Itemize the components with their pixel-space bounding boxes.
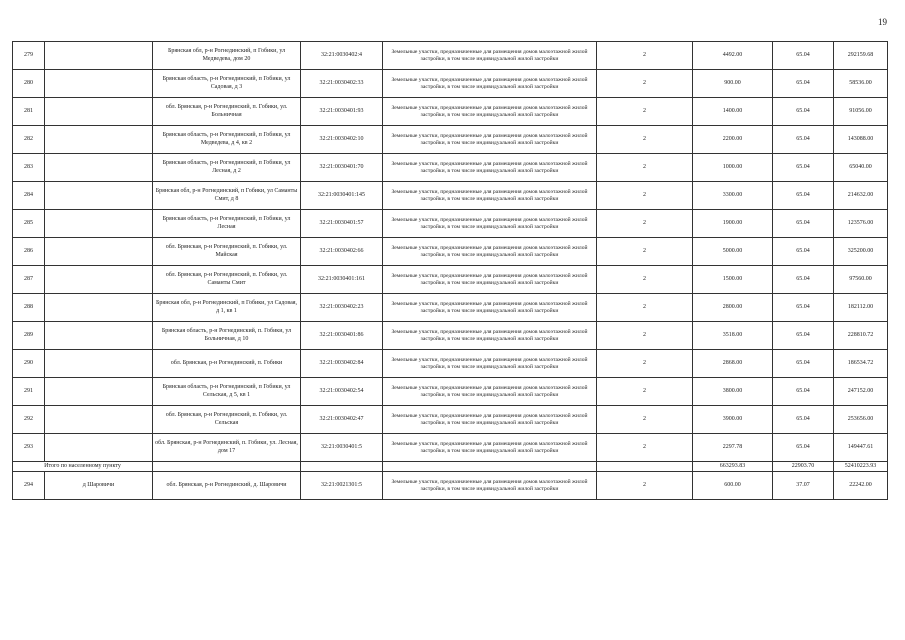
row-code: 2: [597, 266, 693, 294]
row-rate: 65.04: [773, 434, 834, 462]
row-area: 2868.00: [693, 350, 773, 378]
table-row: [13, 182, 888, 210]
row-land-use: Земельные участки, предназначенные для размещения домов малоэтажной жилой застройки, в том числе индивидуальной жилой застройки: [383, 42, 597, 70]
row-rate: 65.04: [773, 350, 834, 378]
row-empty-cell: [45, 126, 153, 154]
row-area: 900.00: [693, 70, 773, 98]
row-code: 2: [597, 472, 693, 500]
row-empty-cell: [45, 406, 153, 434]
row-land-use: Земельные участки, предназначенные для размещения домов малоэтажной жилой застройки, в том числе индивидуальной жилой застройки: [383, 406, 597, 434]
table-row: [13, 126, 888, 154]
row-cadastral: 32:21:0030401:86: [301, 322, 383, 350]
table-row: [13, 98, 888, 126]
row-value: 149447.61: [834, 434, 888, 462]
row-value: 228810.72: [834, 322, 888, 350]
row-land-use: Земельные участки, предназначенные для размещения домов малоэтажной жилой застройки, в том числе индивидуальной жилой застройки: [383, 238, 597, 266]
row-land-use: Земельные участки, предназначенные для размещения домов малоэтажной жилой застройки, в том числе индивидуальной жилой застройки: [383, 98, 597, 126]
row-rate: 65.04: [773, 154, 834, 182]
row-number: 286: [13, 238, 45, 266]
row-empty-cell: [45, 210, 153, 238]
row-area: 5000.00: [693, 238, 773, 266]
row-cadastral: 32:21:0030401:57: [301, 210, 383, 238]
row-value: 182112.00: [834, 294, 888, 322]
row-land-use: Земельные участки, предназначенные для размещения домов малоэтажной жилой застройки, в том числе индивидуальной жилой застройки: [383, 182, 597, 210]
row-address: Брянская область, р-н Рогнединский, п Гобики, ул Лесная, д 2: [153, 154, 301, 182]
row-code: 2: [597, 98, 693, 126]
row-land-use: Земельные участки, предназначенные для размещения домов малоэтажной жилой застройки, в том числе индивидуальной жилой застройки: [383, 350, 597, 378]
row-code: 2: [597, 322, 693, 350]
row-rate: 65.04: [773, 42, 834, 70]
row-number: 281: [13, 98, 45, 126]
row-land-use: Земельные участки, предназначенные для размещения домов малоэтажной жилой застройки, в том числе индивидуальной жилой застройки: [383, 154, 597, 182]
row-cadastral: 32:21:0030402:33: [301, 70, 383, 98]
table-row: [13, 70, 888, 98]
table-row: [13, 42, 888, 70]
row-address: обл. Брянская, р-н Рогнединский, д. Шаровичи: [153, 472, 301, 500]
row-code: 2: [597, 154, 693, 182]
row-rate: 65.04: [773, 126, 834, 154]
row-empty-cell: [45, 42, 153, 70]
row-address: Брянская область, р-н Рогнединский, п. Гобики, ул Больничная, д 10: [153, 322, 301, 350]
row-number: 284: [13, 182, 45, 210]
row-rate: 65.04: [773, 378, 834, 406]
row-rate: 65.04: [773, 70, 834, 98]
row-value: 247152.00: [834, 378, 888, 406]
row-land-use: Земельные участки, предназначенные для размещения домов малоэтажной жилой застройки, в том числе индивидуальной жилой застройки: [383, 434, 597, 462]
row-code: 2: [597, 126, 693, 154]
total-label: Итого по населенному пункту: [13, 462, 153, 472]
row-address: обл. Брянская, р-н Рогнединский, п. Гобики, ул. Майская: [153, 238, 301, 266]
total-value: 52410223.93: [834, 462, 888, 472]
row-rate: 65.04: [773, 98, 834, 126]
table-row: [13, 406, 888, 434]
row-number: 280: [13, 70, 45, 98]
total-area: 663293.83: [693, 462, 773, 472]
row-cadastral: 32:21:0030401:161: [301, 266, 383, 294]
row-cadastral: 32:21:0030402:84: [301, 350, 383, 378]
row-rate: 65.04: [773, 294, 834, 322]
row-code: 2: [597, 434, 693, 462]
row-area: 4492.00: [693, 42, 773, 70]
row-cadastral: 32:21:0030402:10: [301, 126, 383, 154]
row-address: обл. Брянская, р-н Рогнединский, п. Гобики, ул. Больничная: [153, 98, 301, 126]
row-cadastral: 32:21:0030402:54: [301, 378, 383, 406]
table-body: [13, 42, 888, 500]
row-cadastral: 32:21:0030401:93: [301, 98, 383, 126]
row-area: 2800.00: [693, 294, 773, 322]
row-cadastral: 32:21:0030402:47: [301, 406, 383, 434]
row-value: 143088.00: [834, 126, 888, 154]
row-value: 292159.68: [834, 42, 888, 70]
row-empty-cell: [45, 294, 153, 322]
row-land-use: Земельные участки, предназначенные для размещения домов малоэтажной жилой застройки, в том числе индивидуальной жилой застройки: [383, 294, 597, 322]
row-rate: 65.04: [773, 182, 834, 210]
row-area: 1000.00: [693, 154, 773, 182]
row-rate: 65.04: [773, 266, 834, 294]
row-rate: 37.07: [773, 472, 834, 500]
row-address: обл. Брянская, р-н Рогнединский, п. Гобики, ул. Лесная, дом 17: [153, 434, 301, 462]
row-empty-cell: [45, 434, 153, 462]
row-empty-cell: [45, 350, 153, 378]
row-cadastral: 32:21:0030401:5: [301, 434, 383, 462]
row-area: 3300.00: [693, 182, 773, 210]
row-cadastral: 32:21:0030401:145: [301, 182, 383, 210]
total-rate: 22903.70: [773, 462, 834, 472]
row-empty-cell: [45, 154, 153, 182]
row-area: 3518.00: [693, 322, 773, 350]
row-address: Брянская область, р-н Рогнединский, п Гобики, ул Медведева, д 4, кв 2: [153, 126, 301, 154]
table-row: [13, 210, 888, 238]
row-cadastral: 32:21:0030402:66: [301, 238, 383, 266]
row-value: 58536.00: [834, 70, 888, 98]
row-cadastral: 32:21:0030402:4: [301, 42, 383, 70]
row-rate: 65.04: [773, 406, 834, 434]
row-area: 3900.00: [693, 406, 773, 434]
row-number: 285: [13, 210, 45, 238]
row-number: 287: [13, 266, 45, 294]
row-code: 2: [597, 406, 693, 434]
row-code: 2: [597, 70, 693, 98]
row-area: 1400.00: [693, 98, 773, 126]
row-number: 282: [13, 126, 45, 154]
row-cadastral: 32:21:0030402:23: [301, 294, 383, 322]
row-land-use: Земельные участки, предназначенные для размещения домов малоэтажной жилой застройки, в том числе индивидуальной жилой застройки: [383, 378, 597, 406]
row-land-use: Земельные участки, предназначенные для размещения домов малоэтажной жилой застройки, в том числе индивидуальной жилой застройки: [383, 322, 597, 350]
row-address: обл. Брянская, р-н Рогнединский, п. Гобики, ул. Саманты Смит: [153, 266, 301, 294]
row-rate: 65.04: [773, 322, 834, 350]
table-row: [13, 378, 888, 406]
table-row: [13, 294, 888, 322]
row-cadastral: 32:21:0030401:70: [301, 154, 383, 182]
row-value: 186534.72: [834, 350, 888, 378]
row-address: Брянская обл, р-н Рогнединский, п Гобики, ул Саманты Смит, д 8: [153, 182, 301, 210]
row-number: 289: [13, 322, 45, 350]
row-land-use: Земельные участки, предназначенные для размещения домов малоэтажной жилой застройки, в том числе индивидуальной жилой застройки: [383, 266, 597, 294]
row-address: обл. Брянская, р-н Рогнединский, п. Гобики: [153, 350, 301, 378]
row-value: 253656.00: [834, 406, 888, 434]
row-code: 2: [597, 350, 693, 378]
row-empty-cell: [45, 378, 153, 406]
row-value: 65040.00: [834, 154, 888, 182]
row-land-use: Земельные участки, предназначенные для размещения домов малоэтажной жилой застройки, в том числе индивидуальной жилой застройки: [383, 70, 597, 98]
row-code: 2: [597, 238, 693, 266]
row-code: 2: [597, 294, 693, 322]
row-address: Брянская область, р-н Рогнединский, п Гобики, ул Садовая, д 3: [153, 70, 301, 98]
row-land-use: Земельные участки, предназначенные для размещения домов малоэтажной жилой застройки, в том числе индивидуальной жилой застройки: [383, 472, 597, 500]
row-number: 290: [13, 350, 45, 378]
row-number: 293: [13, 434, 45, 462]
row-code: 2: [597, 182, 693, 210]
row-empty-cell: [45, 182, 153, 210]
row-land-use: Земельные участки, предназначенные для размещения домов малоэтажной жилой застройки, в том числе индивидуальной жилой застройки: [383, 210, 597, 238]
row-number: 283: [13, 154, 45, 182]
row-code: 2: [597, 42, 693, 70]
row-address: Брянская область, р-н Рогнединский, п Гобики, ул Лесная: [153, 210, 301, 238]
row-area: 2200.00: [693, 126, 773, 154]
row-value: 97560.00: [834, 266, 888, 294]
row-number: 292: [13, 406, 45, 434]
row-address: Брянская обл, р-н Рогнединский, п Гобики, ул Медведева, дом 20: [153, 42, 301, 70]
row-value: 325200.00: [834, 238, 888, 266]
row-address: обл. Брянская, р-н Рогнединский, п. Гобики, ул. Сельская: [153, 406, 301, 434]
row-address: Брянская область, р-н Рогнединский, п Гобики, ул Сельская, д 5, кв 1: [153, 378, 301, 406]
row-rate: 65.04: [773, 238, 834, 266]
row-area: 1500.00: [693, 266, 773, 294]
row-code: 2: [597, 210, 693, 238]
row-empty-cell: [45, 70, 153, 98]
table-row: [13, 434, 888, 462]
settlement-name: д Шаровичи: [45, 472, 153, 500]
table-row: [13, 350, 888, 378]
row-empty-cell: [45, 322, 153, 350]
table-row: [13, 238, 888, 266]
row-area: 1900.00: [693, 210, 773, 238]
row-area: 600.00: [693, 472, 773, 500]
table-row: [13, 322, 888, 350]
row-number: 291: [13, 378, 45, 406]
total-row: [13, 462, 888, 472]
row-empty-cell: [45, 238, 153, 266]
row-number: 279: [13, 42, 45, 70]
row-value: 214632.00: [834, 182, 888, 210]
row-code: 2: [597, 378, 693, 406]
table-row: [13, 154, 888, 182]
row-value: 123576.00: [834, 210, 888, 238]
table-row: [13, 266, 888, 294]
row-empty-cell: [45, 266, 153, 294]
row-value: 22242.00: [834, 472, 888, 500]
row-address: Брянская обл, р-н Рогнединский, п Гобики, ул Садовая, д 1, кв 1: [153, 294, 301, 322]
row-area: 3800.00: [693, 378, 773, 406]
row-value: 91056.00: [834, 98, 888, 126]
row-number: 288: [13, 294, 45, 322]
row-land-use: Земельные участки, предназначенные для размещения домов малоэтажной жилой застройки, в том числе индивидуальной жилой застройки: [383, 126, 597, 154]
page-number: 19: [878, 17, 887, 27]
row-cadastral: 32:21:0021301:5: [301, 472, 383, 500]
row-rate: 65.04: [773, 210, 834, 238]
land-registry-table: [12, 41, 888, 500]
row-empty-cell: [45, 98, 153, 126]
row-number: 294: [13, 472, 45, 500]
table-row: [13, 472, 888, 500]
row-area: 2297.78: [693, 434, 773, 462]
